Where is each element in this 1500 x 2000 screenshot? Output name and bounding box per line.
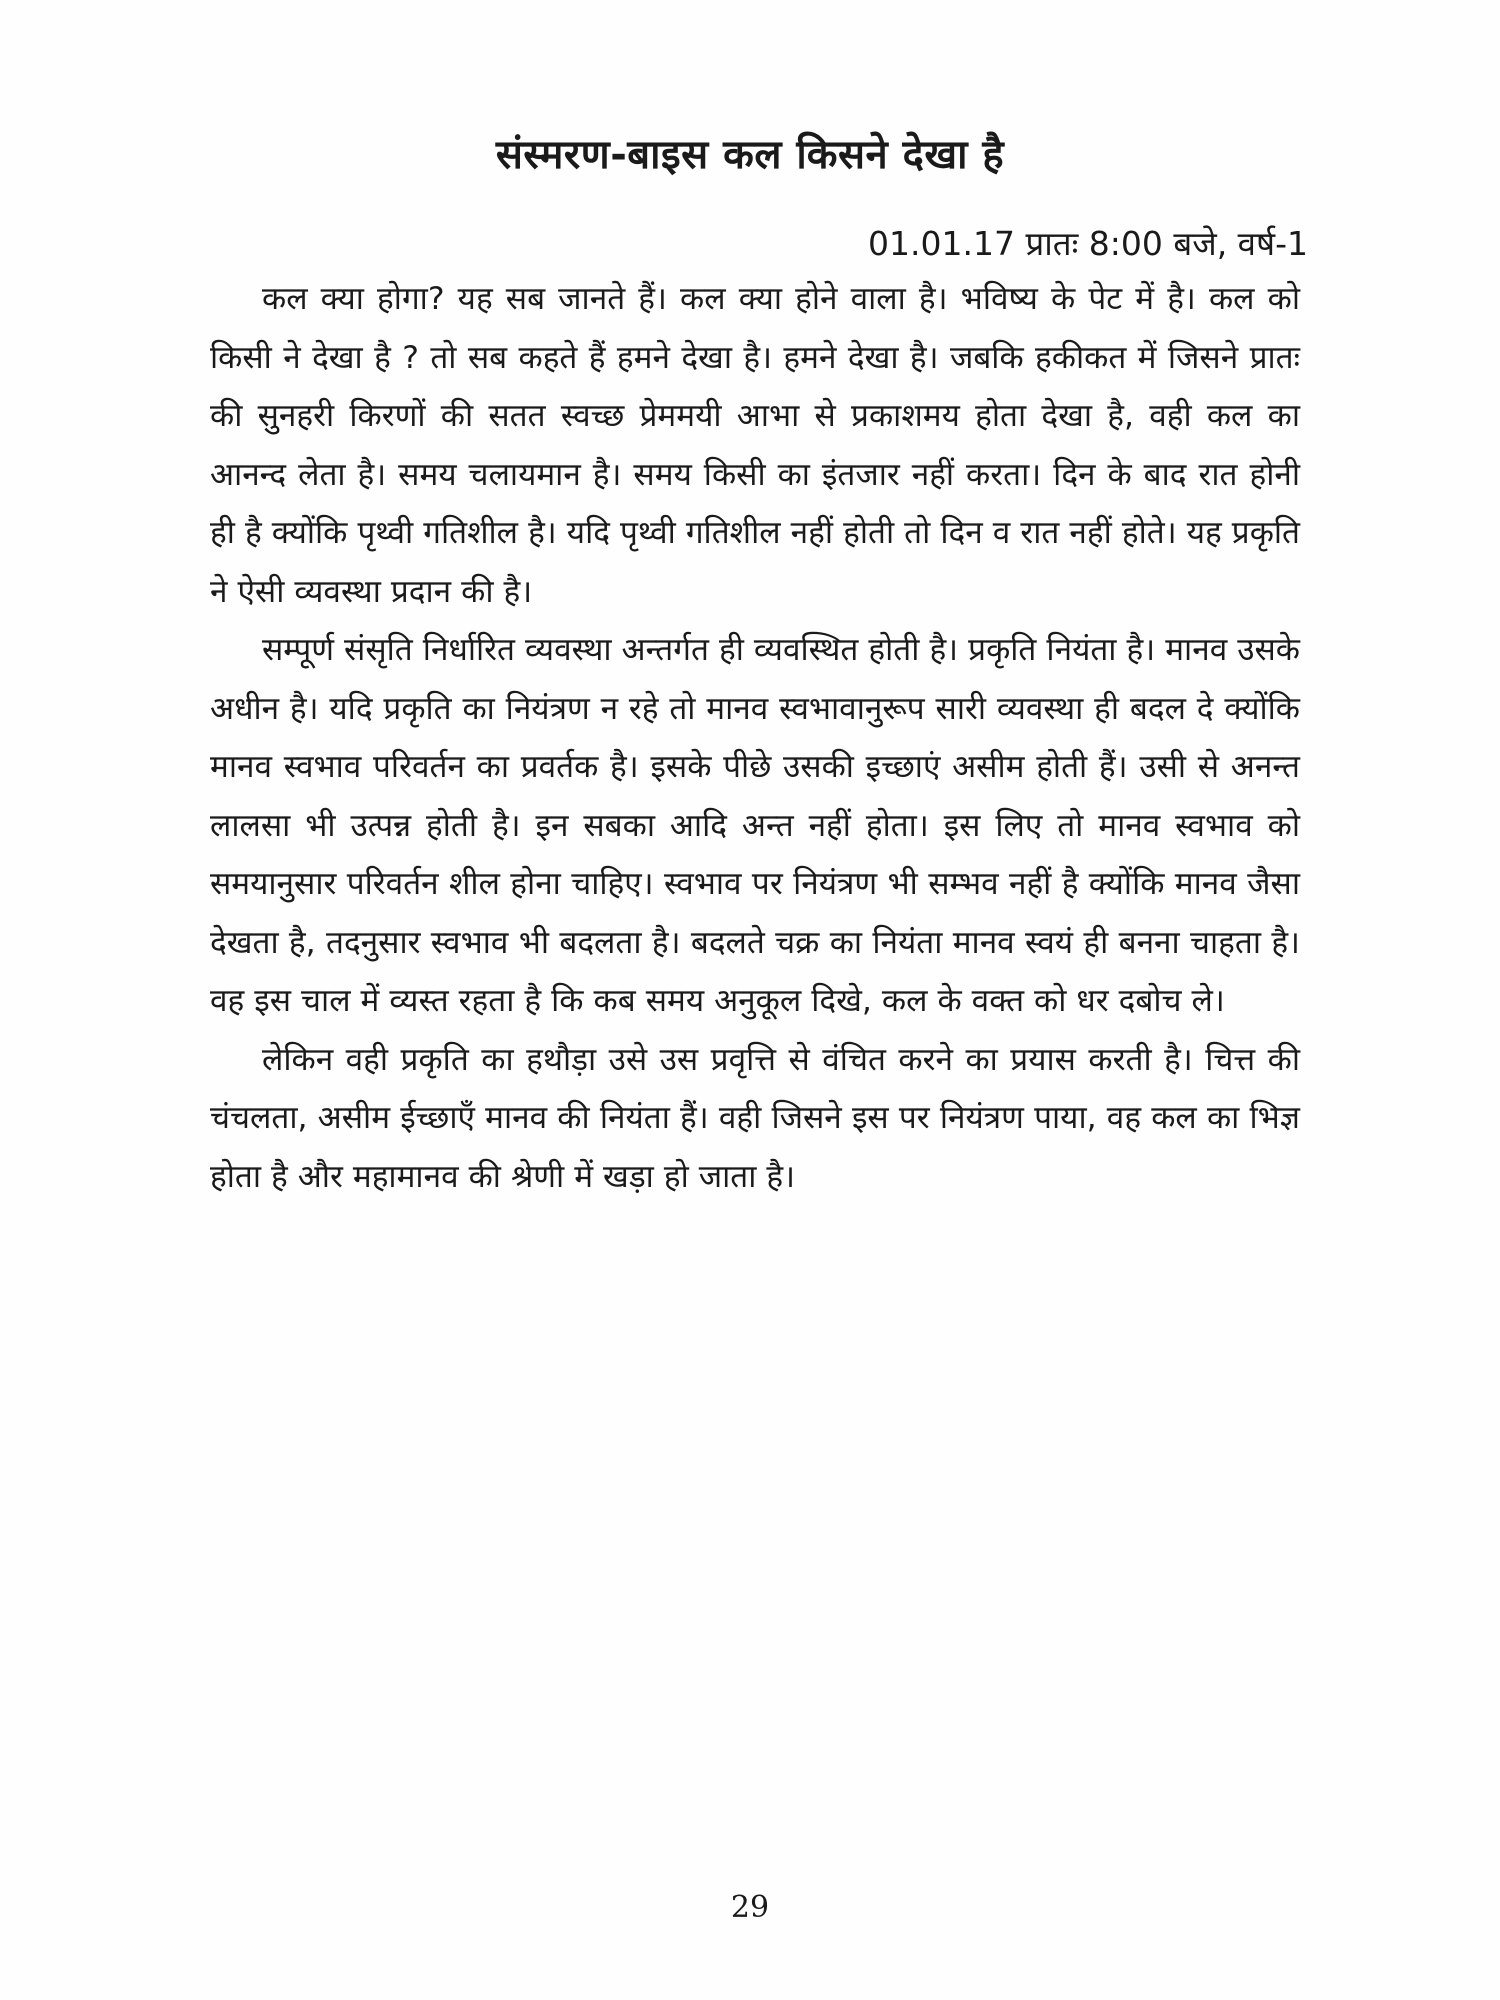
paragraph: लेकिन वही प्रकृति का हथौड़ा उसे उस प्रवृत्ति से वंचित करने का प्रयास करती है। चित्त की चंचलता, असीम ईच्छाएँ मानव की नियंता हैं। वही जिसने इस पर नियंत्रण पाया, वह कल का भिज्ञ होता है और महामानव की श्रेणी में खड़ा हो जाता है। — [210, 1041, 1300, 1195]
page-number: 29 — [730, 1890, 770, 1925]
paragraph: कल क्या होगा? यह सब जानते हैं। कल क्या होने वाला है। भविष्य के पेट में है। कल को किसी ने देखा है ? तो सब कहते हैं हमने देखा है। हमने देखा है। जबकि हकीकत में जिसने प्रातः की सुनहरी किरणों की सतत स्वच्छ प्रेममयी आभा से प्रकाशमय होता देखा है, वही कल का आनन्द लेता है। समय चलायमान है। समय किसी का इंतजार नहीं करता। दिन के बाद रात होनी ही है क्योंकि पृथ्वी गतिशील है। यदि पृथ्वी गतिशील नहीं होती तो दिन व रात नहीं होते। यह प्रकृति ने ऐसी व्यवस्था प्रदान की है। — [210, 281, 1300, 610]
dateline: 01.01.17 प्रातः 8:00 बजे, वर्ष-1 — [868, 224, 1308, 263]
body-text — [210, 270, 1300, 1206]
page-title: संस्मरण-बाइस कल किसने देखा है — [495, 132, 1005, 178]
paragraph: सम्पूर्ण संसृति निर्धारित व्यवस्था अन्तर्गत ही व्यवस्थित होती है। प्रकृति नियंता है। मानव उसके अधीन है। यदि प्रकृति का नियंत्रण न रहे तो मानव स्वभावानुरूप सारी व्यवस्था ही बदल दे क्योंकि मानव स्वभाव परिवर्तन का प्रवर्तक है। इसके पीछे उसकी इच्छाएं असीम होती हैं। उसी से अनन्त लालसा भी उत्पन्न होती है। इन सबका आदि अन्त नहीं होता। इस लिए तो मानव स्वभाव को समयानुसार परिवर्तन शील होना चाहिए। स्वभाव पर नियंत्रण भी सम्भव नहीं है क्योंकि मानव जैसा देखता है, तदनुसार स्वभाव भी बदलता है। बदलते चक्र का नियंता मानव स्वयं ही बनना चाहता है। वह इस चाल में व्यस्त रहता है कि कब समय अनुकूल दिखे, कल के वक्त को धर दबोच ले। — [210, 632, 1300, 1019]
